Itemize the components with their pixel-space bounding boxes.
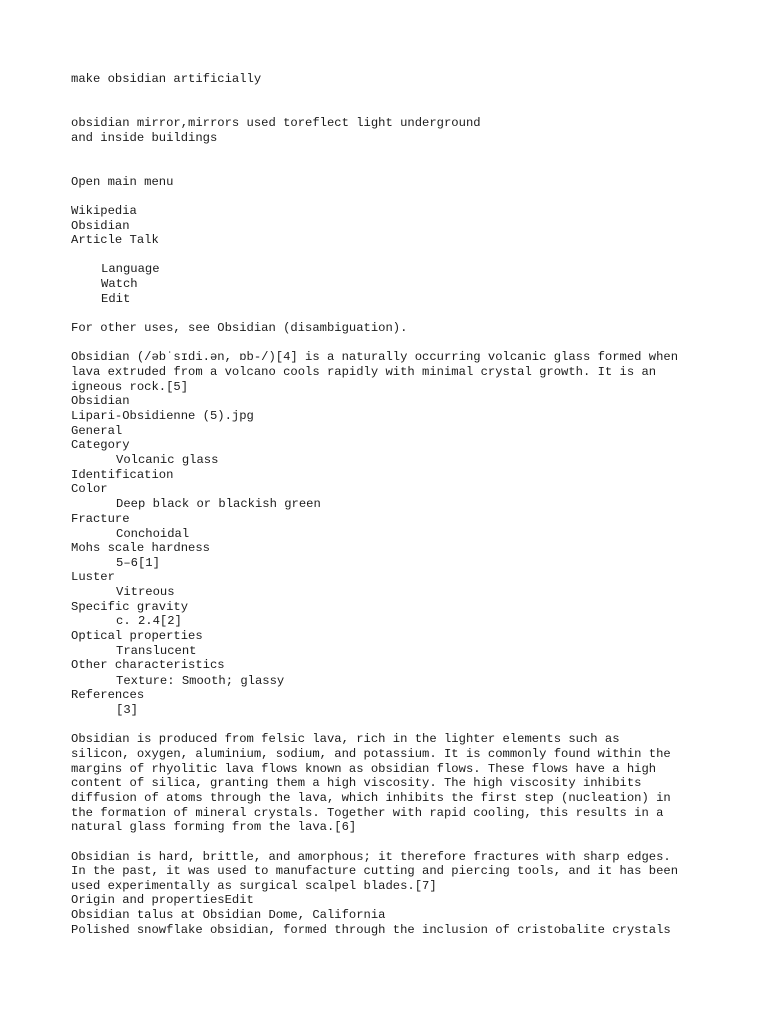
infobox-label: Fracture <box>71 512 130 526</box>
infobox-reference-link[interactable]: [3] <box>116 703 138 717</box>
note-line: make obsidian artificially <box>71 72 262 86</box>
infobox-label: Color <box>71 482 108 496</box>
lead-paragraph-line: Obsidian (/əbˈsɪdi.ən, ɒb-/)[4] is a naturally occurring volcanic glass formed when <box>71 350 679 364</box>
infobox-image-caption[interactable]: Lipari-Obsidienne (5).jpg <box>71 409 254 423</box>
watch-link[interactable]: Watch <box>101 277 138 291</box>
body-paragraph-line: Obsidian is hard, brittle, and amorphous; it therefore fractures with sharp edges. <box>71 850 671 864</box>
edit-link[interactable]: Edit <box>101 292 131 306</box>
body-paragraph-line: silicon, oxygen, aluminium, sodium, and potassium. It is commonly found within the <box>71 747 671 761</box>
infobox-value: Translucent <box>116 644 197 658</box>
body-paragraph-line: diffusion of atoms through the lava, which inhibits the first step (nucleation) in <box>71 791 671 805</box>
note-line: and inside buildings <box>71 131 218 145</box>
infobox-value: Conchoidal <box>116 527 190 541</box>
infobox-value: Volcanic glass <box>116 453 219 467</box>
infobox-label: Specific gravity <box>71 600 189 614</box>
infobox-title: Obsidian <box>71 394 130 408</box>
infobox-label: Category <box>71 438 130 452</box>
article-title: Obsidian <box>71 219 130 233</box>
infobox-section-identification: Identification <box>71 468 174 482</box>
infobox-label: Other characteristics <box>71 658 225 672</box>
body-paragraph-line: margins of rhyolitic lava flows known as obsidian flows. These flows have a high <box>71 762 657 776</box>
lead-paragraph-line: igneous rock.[5] <box>71 380 189 394</box>
infobox-label: Luster <box>71 570 115 584</box>
image-caption: Obsidian talus at Obsidian Dome, California <box>71 908 386 922</box>
body-paragraph-line: In the past, it was used to manufacture cutting and piercing tools, and it has been <box>71 864 679 878</box>
hatnote: For other uses, see Obsidian (disambiguation). <box>71 321 408 335</box>
infobox-section-general: General <box>71 424 123 438</box>
infobox-value: Deep black or blackish green <box>116 497 321 511</box>
infobox-value: c. 2.4[2] <box>116 614 182 628</box>
image-caption: Polished snowflake obsidian, formed through the inclusion of cristobalite crystals <box>71 923 671 937</box>
body-paragraph-line: the formation of mineral crystals. Together with rapid cooling, this results in a <box>71 806 664 820</box>
open-main-menu-link[interactable]: Open main menu <box>71 175 174 189</box>
infobox-value: 5–6[1] <box>116 556 160 570</box>
lead-paragraph-line: lava extruded from a volcano cools rapidly with minimal crystal growth. It is an <box>71 365 657 379</box>
infobox-label: References <box>71 688 145 702</box>
language-link[interactable]: Language <box>101 262 160 276</box>
section-heading: Origin and propertiesEdit <box>71 893 254 907</box>
infobox-value: Texture: Smooth; glassy <box>116 674 285 688</box>
body-paragraph-line: content of silica, granting them a high viscosity. The high viscosity inhibits <box>71 776 642 790</box>
infobox-label: Optical properties <box>71 629 203 643</box>
note-line: obsidian mirror,mirrors used toreflect light underground <box>71 116 481 130</box>
infobox-label: Mohs scale hardness <box>71 541 210 555</box>
site-name-link[interactable]: Wikipedia <box>71 204 137 218</box>
article-talk-tabs[interactable]: Article Talk <box>71 233 159 247</box>
body-paragraph-line: used experimentally as surgical scalpel blades.[7] <box>71 879 437 893</box>
body-paragraph-line: Obsidian is produced from felsic lava, rich in the lighter elements such as <box>71 732 620 746</box>
body-paragraph-line: natural glass forming from the lava.[6] <box>71 820 357 834</box>
infobox-value: Vitreous <box>116 585 175 599</box>
